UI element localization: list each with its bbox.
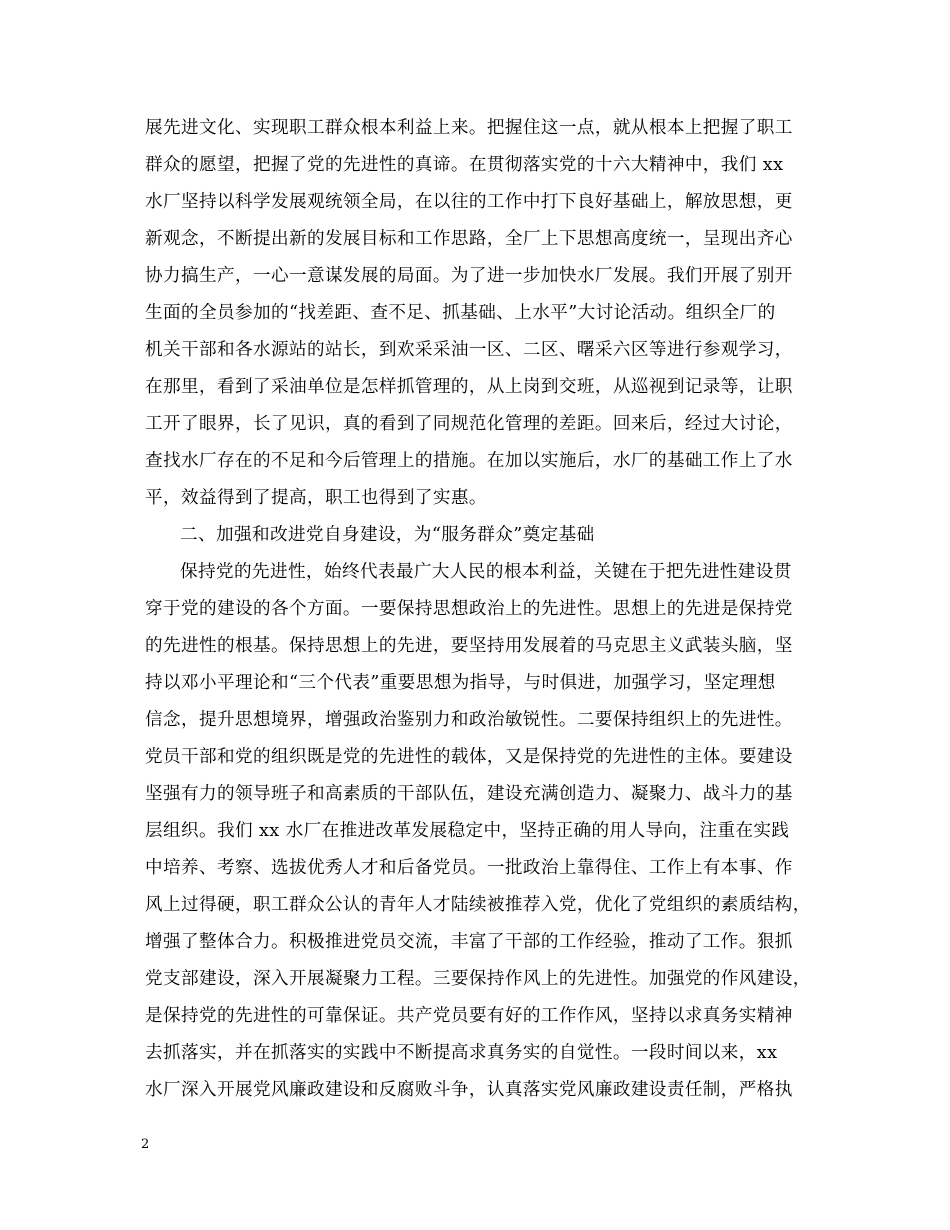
- body-text-line: 平，效益得到了提高，职工也得到了实惠。: [145, 488, 487, 508]
- body-text-line: 党员干部和党的组织既是党的先进性的载体，又是保持党的先进性的主体。要建设: [145, 747, 793, 767]
- body-text-line: 持以邓小平理论和“三个代表”重要思想为指导，与时俱进，加强学习，坚定理想: [145, 673, 776, 693]
- body-text-line: 层组织。我们 xx 水厂在推进改革发展稳定中，坚持正确的用人导向，注重在实践: [145, 821, 790, 841]
- body-text-line: 党支部建设，深入开展凝聚力工程。三要保持作风上的先进性。加强党的作风建设，: [145, 969, 811, 989]
- body-text-line: 是保持党的先进性的可靠保证。共产党员要有好的工作作风，坚持以求真务实精神: [145, 1006, 793, 1026]
- body-text-line: 坚强有力的领导班子和高素质的干部队伍，建设充满创造力、凝聚力、战斗力的基: [145, 784, 793, 804]
- body-text-line: 查找水厂存在的不足和今后管理上的措施。在加以实施后，水厂的基础工作上了水: [145, 451, 793, 471]
- body-text-line: 增强了整体合力。积极推进党员交流，丰富了干部的工作经验，推动了工作。狠抓: [145, 932, 793, 952]
- body-text-line: 机关干部和各水源站的站长，到欢采采油一区、二区、曙采六区等进行参观学习，: [145, 340, 793, 360]
- body-text-line: 穿于党的建设的各个方面。一要保持思想政治上的先进性。思想上的先进是保持党: [145, 599, 793, 619]
- body-text-line: 水厂坚持以科学发展观统领全局，在以往的工作中打下良好基础上，解放思想，更: [145, 192, 793, 212]
- body-text-line: 保持党的先进性，始终代表最广大人民的根本利益，关键在于把先进性建设贯: [180, 562, 792, 582]
- body-text-line: 在那里，看到了采油单位是怎样抓管理的，从上岗到交班，从巡视到记录等，让职: [145, 377, 793, 397]
- body-text-line: 信念，提升思想境界，增强政治鉴别力和政治敏锐性。二要保持组织上的先进性。: [145, 710, 793, 730]
- body-text-line: 群众的愿望，把握了党的先进性的真谛。在贯彻落实党的十六大精神中，我们 xx: [145, 155, 784, 175]
- body-text-line: 协力搞生产，一心一意谋发展的局面。为了进一步加快水厂发展。我们开展了别开: [145, 266, 793, 286]
- body-text-line: 中培养、考察、选拔优秀人才和后备党员。一批政治上靠得住、工作上有本事、作: [145, 858, 793, 878]
- body-text-line: 水厂深入开展党风廉政建设和反腐败斗争，认真落实党风廉政建设责任制，严格执: [145, 1080, 793, 1100]
- body-text-line: 新观念，不断提出新的发展目标和工作思路，全厂上下思想高度统一，呈现出齐心: [145, 229, 793, 249]
- page-number: 2: [141, 1137, 150, 1152]
- body-text-line: 去抓落实，并在抓落实的实践中不断提高求真务实的自觉性。一段时间以来，xx: [145, 1043, 778, 1063]
- body-text-line: 风上过得硬，职工群众公认的青年人才陆续被推荐入党，优化了党组织的素质结构，: [145, 895, 811, 915]
- section-heading: 二、加强和改进党自身建设，为“服务群众”奠定基础: [180, 525, 595, 545]
- body-text-line: 的先进性的根基。保持思想上的先进，要坚持用发展着的马克思主义武装头脑，坚: [145, 636, 793, 656]
- body-text-line: 工开了眼界，长了见识，真的看到了同规范化管理的差距。回来后，经过大讨论，: [145, 414, 793, 434]
- body-text-line: 展先进文化、实现职工群众根本利益上来。把握住这一点，就从根本上把握了职工: [145, 118, 793, 138]
- body-text-line: 生面的全员参加的“找差距、查不足、抓基础、上水平”大讨论活动。组织全厂的: [145, 303, 776, 323]
